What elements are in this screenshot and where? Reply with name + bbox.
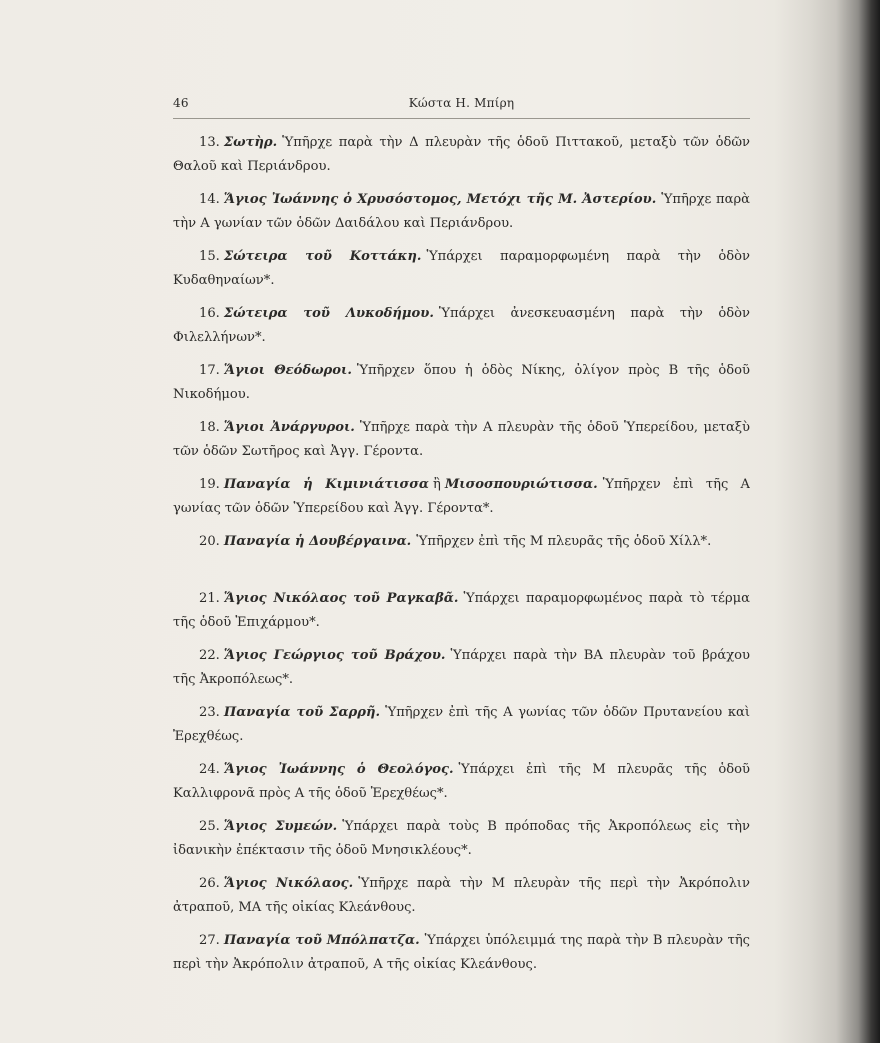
entry-title: Παναγία τοῦ Μπόλπατζα. (223, 933, 420, 948)
entry-description: Ὑπάρχει παραμορφωμένος παρὰ τὸ τέρμα τῆς ὁδοῦ Ἐπιχάρμου*. (173, 591, 750, 630)
entry-number: 18. (199, 420, 220, 435)
list-item (173, 302, 750, 350)
entry-number: 17. (199, 363, 220, 378)
entry-title: Παναγία ἡ Κιμινιάτισσα (223, 477, 429, 492)
list-item (173, 188, 750, 236)
entry-title: Σώτειρα τοῦ Κοττάκη. (223, 249, 422, 264)
entry-title: Σωτὴρ. (223, 135, 278, 150)
entry-title: Ἅγιος Ἰωάννης ὁ Χρυσόστομος, Μετόχι τῆς Μ. Ἀστερίου. (223, 192, 657, 207)
entry-number: 24. (199, 762, 220, 777)
list-item (173, 530, 750, 578)
entry-description: Ὑπάρχει ὑπόλειμμά της παρὰ τὴν Β πλευρὰν τῆς περὶ τὴν Ἀκρόπολιν ἀτραποῦ, Α τῆς οἰκίας Κλεάνθους. (173, 933, 750, 972)
entry-title: Ἅγιος Ἰωάννης ὁ Θεολόγος. (223, 762, 454, 777)
entry-title: Ἅγιος Νικόλαος. (223, 876, 354, 891)
list-item (173, 872, 750, 920)
entry-description: Ὑπῆρχεν ἐπὶ τῆς Α γωνίας τῶν ὁδῶν Ὑπερείδου καὶ Ἀγγ. Γέροντα*. (173, 477, 750, 516)
entry-description: Ὑπῆρχεν ὅπου ἡ ὁδὸς Νίκης, ὀλίγον πρὸς Β τῆς ὁδοῦ Νικοδήμου. (173, 363, 750, 402)
entry-description: Ὑπῆρχεν ἐπὶ τῆς Α γωνίας τῶν ὁδῶν Πρυτανείου καὶ Ἐρεχθέως. (173, 705, 750, 744)
running-head (173, 96, 750, 116)
entry-description: Ὑπάρχει παρὰ τοὺς Β πρόποδας τῆς Ἀκροπόλεως εἰς τὴν ἰδανικὴν ἐπέκτασιν τῆς ὁδοῦ Μνησικλέους*. (173, 819, 750, 858)
list-item (173, 245, 750, 293)
list-item (173, 758, 750, 806)
entry-title: Παναγία ἡ Δουβέργαινα. (223, 534, 412, 549)
entry-number: 25. (199, 819, 220, 834)
entry-number: 19. (199, 477, 220, 492)
entry-title: Ἅγιοι Ἀνάργυροι. (223, 420, 355, 435)
entry-title: Ἅγιοι Θεόδωροι. (223, 363, 352, 378)
entry-number: 15. (199, 249, 220, 264)
entry-description: Ὑπῆρχε παρὰ τὴν Δ πλευρὰν τῆς ὁδοῦ Πιττακοῦ, μεταξὺ τῶν ὁδῶν Θαλοῦ καὶ Περιάνδρου. (173, 135, 750, 174)
list-item (173, 473, 750, 521)
entry-title: Ἅγιος Νικόλαος τοῦ Ραγκαβᾶ. (223, 591, 459, 606)
entry-number: 26. (199, 876, 220, 891)
entry-description: Ὑπάρχει ἀνεσκευασμένη παρὰ τὴν ὁδὸν Φιλελλήνων*. (173, 306, 750, 345)
entry-number: 23. (199, 705, 220, 720)
entry-alt-title: Μισοσπουριώτισσα. (444, 477, 598, 492)
list-item (173, 587, 750, 635)
page-number: 46 (173, 96, 189, 110)
entry-description: Ὑπῆρχεν ἐπὶ τῆς Μ πλευρᾶς τῆς ὁδοῦ Χίλλ*. (416, 534, 712, 549)
entry-number: 14. (199, 192, 220, 207)
list-item (173, 929, 750, 977)
entry-number: 21. (199, 591, 220, 606)
entry-title: Παναγία τοῦ Σαρρῆ. (223, 705, 381, 720)
entry-description: Ὑπῆρχε παρὰ τὴν Α γωνίαν τῶν ὁδῶν Δαιδάλου καὶ Περιάνδρου. (173, 192, 750, 231)
entry-description: Ὑπάρχει παραμορφωμένη παρὰ τὴν ὁδὸν Κυδαθηναίων*. (173, 249, 750, 288)
entry-description: Ὑπάρχει ἐπὶ τῆς Μ πλευρᾶς τῆς ὁδοῦ Καλλιφρονᾶ πρὸς Α τῆς ὁδοῦ Ἐρεχθέως*. (173, 762, 750, 801)
entry-description: Ὑπῆρχε παρὰ τὴν Α πλευρὰν τῆς ὁδοῦ Ὑπερείδου, μεταξὺ τῶν ὁδῶν Σωτῆρος καὶ Ἀγγ. Γέροντα. (173, 420, 750, 459)
list-item (173, 815, 750, 863)
entry-number: 22. (199, 648, 220, 663)
list-item (173, 359, 750, 407)
entry-number: 27. (199, 933, 220, 948)
entry-title: Ἅγιος Συμεών. (223, 819, 338, 834)
entry-conjunction: ἢ (432, 477, 441, 492)
list-item (173, 701, 750, 749)
entry-title: Σώτειρα τοῦ Λυκοδήμου. (223, 306, 434, 321)
list-item (173, 131, 750, 179)
running-head-author: Κώστα Η. Μπίρη (408, 96, 515, 110)
entry-title: Ἅγιος Γεώργιος τοῦ Βράχου. (223, 648, 446, 663)
header-rule (173, 118, 750, 119)
church-list (173, 131, 750, 986)
entry-description: Ὑπῆρχε παρὰ τὴν Μ πλευρὰν τῆς περὶ τὴν Ἀκρόπολιν ἀτραποῦ, ΜΑ τῆς οἰκίας Κλεάνθους. (173, 876, 750, 915)
entry-description: Ὑπάρχει παρὰ τὴν ΒΑ πλευρὰν τοῦ βράχου τῆς Ἀκροπόλεως*. (173, 648, 750, 687)
list-item (173, 416, 750, 464)
entry-number: 16. (199, 306, 220, 321)
entry-number: 13. (199, 135, 220, 150)
entry-number: 20. (199, 534, 220, 549)
list-item (173, 644, 750, 692)
